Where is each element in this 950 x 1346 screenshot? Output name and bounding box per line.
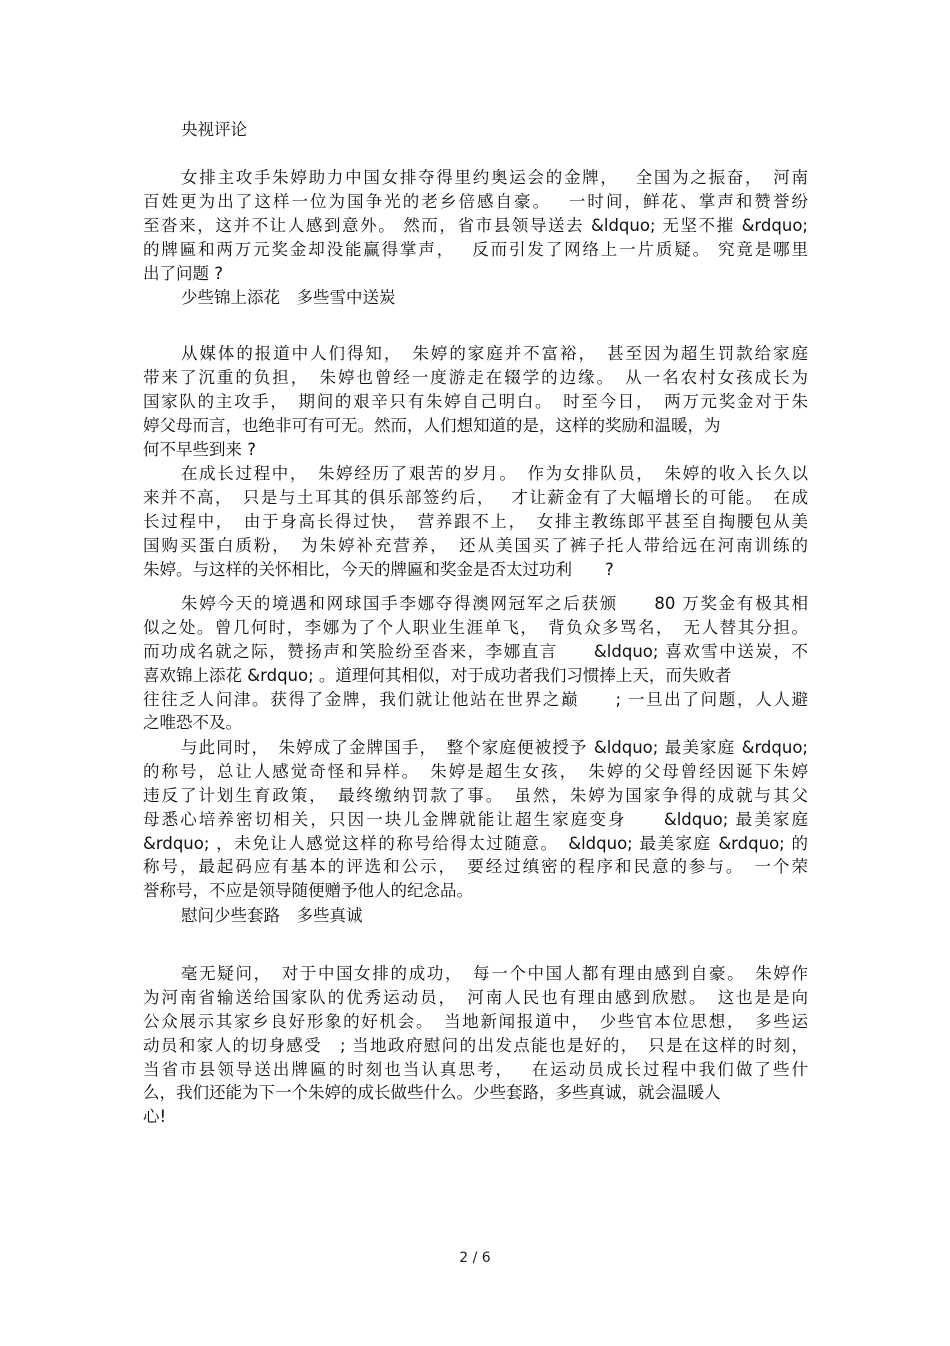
paragraph-line: 誉称号，不应是领导随便赠予他人的纪念品。 xyxy=(143,881,473,901)
paragraph-line: 公众展示其家乡良好形象的好机会。 当地新闻报道中， 少些官本位思想， 多些运 xyxy=(143,1011,808,1031)
paragraph-line: 动员和家人的切身感受 ; 当地政府慰问的出发点能也是好的， 只是在这样的时刻， xyxy=(143,1035,808,1055)
paragraph-line: 称号，最起码应有基本的评选和公示， 要经过缜密的程序和民意的参与。 一个荣 xyxy=(143,857,808,877)
paragraph-6 xyxy=(143,962,808,1129)
paragraph-line: 与此同时， 朱婷成了金牌国手， 整个家庭便被授予 &ldquo; 最美家庭 &rdquo; xyxy=(181,738,808,757)
section-heading-2 xyxy=(143,904,808,928)
paragraph-line: 毫无疑问， 对于中国女排的成功， 每一个中国人都有理由感到自豪。 朱婷作 xyxy=(181,964,808,983)
paragraph-5 xyxy=(143,736,808,903)
paragraph-line: 朱婷今天的境遇和网球国手李娜夺得澳网冠军之后获颁 80 万奖金有极其相 xyxy=(181,594,808,613)
paragraph-line: 至沓来，这并不让人感到意外。 然而，省市县领导送去 &ldquo; 无坚不摧 &rdquo; xyxy=(143,215,808,235)
paragraph-line: 国家队的主攻手， 期间的艰辛只有朱婷自己明白。 时至今日， 两万元奖金对于朱 xyxy=(143,391,808,411)
paragraph-line: 百姓更为出了这样一位为国争光的老乡倍感自豪。 一时间，鲜花、掌声和赞誉纷 xyxy=(143,191,808,211)
paragraph-line: 女排主攻手朱婷助力中国女排夺得里约奥运会的金牌， 全国为之振奋， 河南 xyxy=(181,168,808,187)
paragraph-line: 为河南省输送给国家队的优秀运动员， 河南人民也有理由感到欣慰。 这也是是向 xyxy=(143,987,808,1007)
paragraph-4 xyxy=(143,592,808,735)
section-heading-1 xyxy=(143,286,808,310)
page-number: 2 / 6 xyxy=(459,1250,491,1266)
paragraph-line: 婷父母而言，也绝非可有可无。然而，人们想知道的是，这样的奖励和温暖，为 xyxy=(143,415,721,435)
document-title-block xyxy=(143,118,808,142)
paragraph-line: 当省市县领导送出牌匾的时刻也当认真思考， 在运动员成长过程中我们做了些什 xyxy=(143,1059,808,1079)
paragraph-line: 么，我们还能为下一个朱婷的成长做些什么。少些套路，多些真诚，就会温暖人 xyxy=(143,1083,721,1103)
paragraph-line: 的牌匾和两万元奖金却没能赢得掌声， 反而引发了网络上一片质疑。 究竟是哪里 xyxy=(143,239,808,259)
document-title: 央视评论 xyxy=(181,120,247,139)
paragraph-1 xyxy=(143,166,808,285)
paragraph-line: 从媒体的报道中人们得知， 朱婷的家庭并不富裕， 甚至因为超生罚款给家庭 xyxy=(181,344,808,363)
paragraph-line: 心! xyxy=(143,1107,167,1127)
paragraph-line: 在成长过程中， 朱婷经历了艰苦的岁月。 作为女排队员， 朱婷的收入长久以 xyxy=(181,464,808,483)
paragraph-line: 长过程中， 由于身高长得过快， 营养跟不上， 女排主教练郎平甚至自掏腰包从美 xyxy=(143,511,808,531)
paragraph-line: 往往乏人问津。获得了金牌，我们就让他站在世界之巅 ; 一旦出了问题，人人避 xyxy=(143,689,808,709)
paragraph-2 xyxy=(143,342,808,461)
paragraph-line: 带来了沉重的负担， 朱婷也曾经一度游走在辍学的边缘。 从一名农村女孩成长为 xyxy=(143,367,808,387)
paragraph-3 xyxy=(143,462,808,581)
paragraph-line: 母悉心培养密切相关，只因一块儿金牌就能让超生家庭变身 &ldquo; 最美家庭 xyxy=(143,809,808,829)
paragraph-line: 来并不高， 只是与土耳其的俱乐部签约后， 才让薪金有了大幅增长的可能。 在成 xyxy=(143,487,808,507)
paragraph-line: 似之处。曾几何时，李娜为了个人职业生涯单飞， 背负众多骂名， 无人替其分担。 xyxy=(143,617,808,637)
paragraph-line: &rdquo; ，未免让人感觉这样的称号给得太过随意。 &ldquo; 最美家庭 &rdquo; 的 xyxy=(143,833,808,853)
paragraph-line: 的称号，总让人感觉奇怪和异样。 朱婷是超生女孩， 朱婷的父母曾经因诞下朱婷 xyxy=(143,761,808,781)
paragraph-line: 国购买蛋白质粉， 为朱婷补充营养， 还从美国买了裤子托人带给远在河南训练的 xyxy=(143,535,808,555)
paragraph-line: 喜欢锦上添花 &rdquo; 。道理何其相似，对于成功者我们习惯捧上天，而失败者 xyxy=(143,665,732,685)
paragraph-line: 而功成名就之际，赞扬声和笑脸纷至沓来，李娜直言 &ldquo; 喜欢雪中送炭，不 xyxy=(143,641,808,661)
paragraph-line: 违反了计划生育政策， 最终缴纳罚款了事。 虽然，朱婷为国家争得的成就与其父 xyxy=(143,785,808,805)
paragraph-line: 之唯恐不及。 xyxy=(143,713,242,733)
section-heading: 少些锦上添花 多些雪中送炭 xyxy=(181,288,396,307)
section-heading: 慰问少些套路 多些真诚 xyxy=(181,906,363,925)
paragraph-line: 出了问题 ? xyxy=(143,263,224,283)
paragraph-line: 朱婷。与这样的关怀相比，今天的牌匾和奖金是否太过功利 ? xyxy=(143,559,614,579)
paragraph-line: 何不早些到来 ? xyxy=(143,439,257,459)
